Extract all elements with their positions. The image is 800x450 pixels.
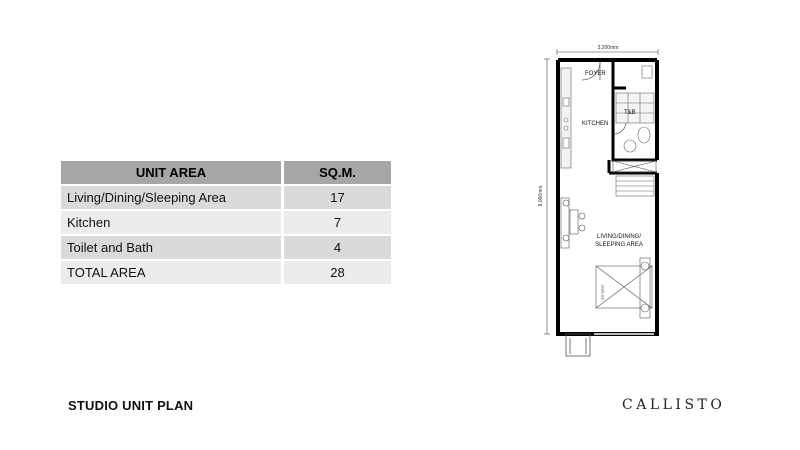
- table-row: [61, 185, 391, 210]
- header-unit-area: UNIT AREA: [61, 161, 283, 185]
- floor-plan-drawing: [530, 38, 680, 368]
- row-value: 28: [283, 260, 392, 284]
- table-row-total: [61, 260, 391, 284]
- row-value: 7: [283, 210, 392, 235]
- bed-dimension: 4'5"X6'6": [600, 284, 605, 300]
- table-header-row: [61, 161, 391, 185]
- row-label: Living/Dining/Sleeping Area: [61, 185, 283, 210]
- table-row: [61, 235, 391, 260]
- dining-set: [561, 198, 585, 248]
- room-label-tb: T&B: [624, 110, 636, 116]
- row-label: TOTAL AREA: [61, 260, 283, 284]
- room-label-living-2: SLEEPING AREA: [595, 242, 643, 248]
- width-dimension: 3,200mm: [597, 45, 619, 51]
- row-label: Kitchen: [61, 210, 283, 235]
- bathroom-fixtures: [616, 66, 654, 152]
- unit-area-table: [61, 161, 391, 284]
- floor-plan: [530, 38, 680, 368]
- table-row: [61, 210, 391, 235]
- row-value: 4: [283, 235, 392, 260]
- balcony: [566, 334, 654, 356]
- room-label-kitchen: KITCHEN: [582, 121, 609, 127]
- room-label-foyer: FOYER: [585, 71, 606, 77]
- row-label: Toilet and Bath: [61, 235, 283, 260]
- row-value: 17: [283, 185, 392, 210]
- plan-title: STUDIO UNIT PLAN: [68, 398, 194, 413]
- brand-logo: CALLISTO: [622, 397, 726, 413]
- room-label-living-1: LIVING/DINING/: [596, 234, 642, 240]
- length-dimension: 9,066mm: [538, 185, 544, 207]
- header-sqm: SQ.M.: [283, 161, 392, 185]
- shelving: [616, 176, 654, 196]
- kitchen-counter: [561, 68, 571, 168]
- closet: [613, 161, 656, 172]
